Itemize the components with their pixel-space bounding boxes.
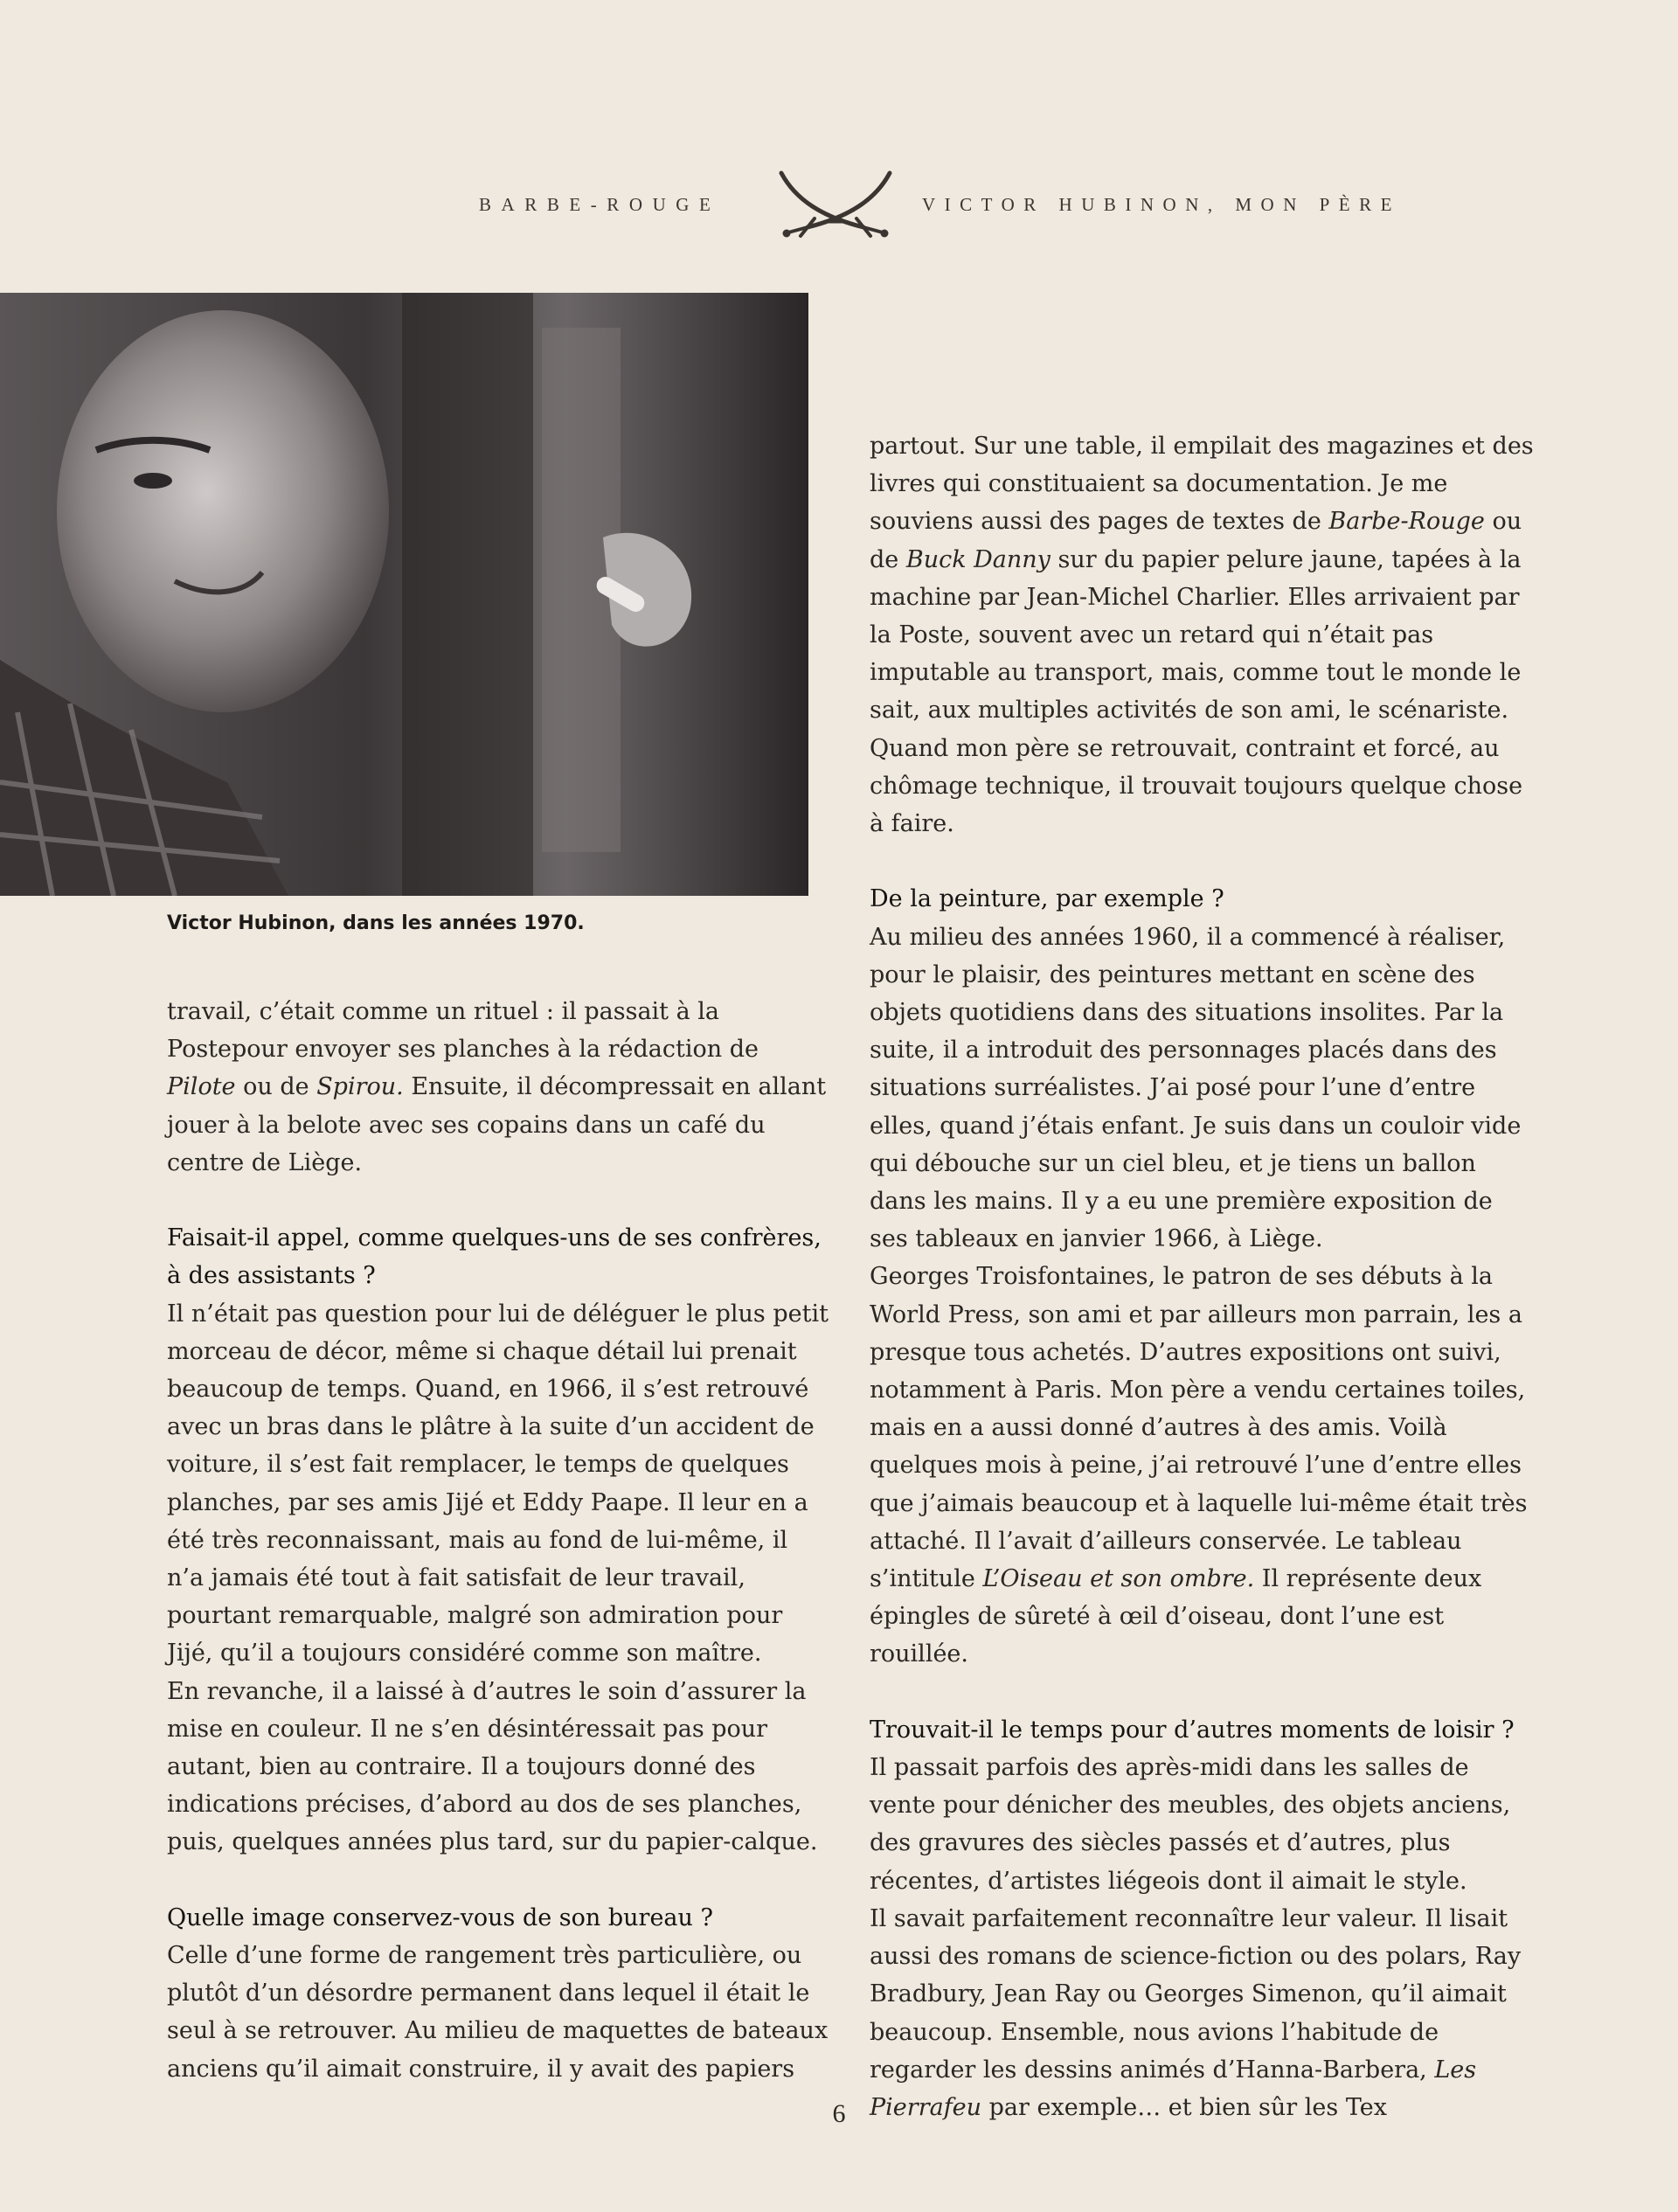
text-run: partout. Sur une table, il empilait des magazines et des livres qui constituaient sa documentation. Je me souviens aussi des pages de textes de — [870, 433, 1534, 536]
text-run: par exemple… et bien sûr les Tex — [981, 2093, 1387, 2121]
text-run: Il représente deux épingles de sûreté à œil d’oiseau, dont l’une est rouillée. — [870, 1565, 1482, 1668]
italic-title: Spirou. — [316, 1073, 404, 1101]
italic-title: Les Pierrafeu — [870, 2056, 1477, 2121]
text-run: Au milieu des années 1960, il a commencé à réaliser, pour le plaisir, des peintures mettant en scène des objets quotidiens dans des situations insolites. Par la suite, il a introduit des personnages placés dans des situations surréalistes. J’ai posé pour l’une d’entre elles, quand j’étais enfant. Je suis dans un couloir vide qui débouche sur un ciel bleu, et je tiens un ballon dans les mains. Il y a eu une première exposition de ses tableaux en janvier 1966, à Liège. — [870, 923, 1522, 1253]
text-run: ou de — [870, 508, 1522, 573]
text-run: Il passait parfois des après-midi dans les salles de vente pour dénicher des meubles, des objets anciens, des gravures des siècles passés et d’autres, plus récentes, d’artistes liégeois dont il aimait le style. — [870, 1754, 1511, 1895]
text-run: sur du papier pelure jaune, tapées à la machine par Jean-Michel Charlier. Elles arrivaient par la Poste, souvent avec un retard qui n’était pas imputable au transport, mais, comme tout le monde le sait, aux multiples activités de son ami, le scénariste. Quand mon père se retrouvait, contraint et forcé, au chômage technique, il trouvait toujours quelque chose à faire. — [870, 545, 1523, 838]
running-header-subtitle: VICTOR HUBINON, MON PÈRE — [922, 194, 1401, 215]
text-run: Georges Troisfontaines, le patron de ses débuts à la World Press, son ami et par ailleurs mon parrain, les a presque tous achetés. D’autres expositions ont suivi, notamment à Paris. Mon père a vendu certaines toiles, mais en a aussi donné d’autres à des amis. Voilà quelques mois à peine, j’ai retrouvé l’une d’entre elles que j’aimais beaucoup et à laquelle lui-même était très attaché. Il l’avait d’ailleurs conservée. Le tableau s’intitule — [870, 1263, 1528, 1593]
text-run: ou de — [235, 1073, 317, 1101]
interview-answer-paragraph — [167, 1295, 831, 1673]
text-run: Ensuite, il décompressait en allant jouer à la belote avec ses copains dans un café du centre de Liège. — [167, 1073, 827, 1176]
text-run: Celle d’une forme de rangement très particulière, ou plutôt d’un désordre permanent dans lequel il était le seul à se retrouver. Au milieu de maquettes de bateaux anciens qu’il aimait construire, il y avait des papiers — [167, 1942, 829, 2083]
interview-answer-paragraph — [870, 1900, 1534, 2126]
portrait-photo — [0, 293, 808, 896]
text-run: En revanche, il a laissé à d’autres le soin d’assurer la mise en couleur. Il ne s’en désintéressait pas pour autant, bien au contraire. Il a toujours donné des indications précises, d’abord au dos de ses planches, puis, quelques années plus tard, sur du papier-calque. — [167, 1677, 818, 1856]
page-number: 6 — [832, 2099, 846, 2128]
portrait-photo-illustration — [0, 293, 808, 896]
italic-title: Buck Danny — [905, 545, 1050, 573]
text-run: Il n’était pas question pour lui de déléguer le plus petit morceau de décor, même si chaque détail lui prenait beaucoup de temps. Quand, en 1966, il s’est retrouvé avec un bras dans le plâtre à la suite d’un accident de voiture, il s’est fait remplacer, le temps de quelques planches, par ses amis Jijé et Eddy Paape. Il leur en a été très reconnaissant, mais au fond de lui-même, il n’a jamais été tout à fait satisfait de leur travail, pourtant remarquable, malgré son admiration pour Jijé, qu’il a toujours considéré comme son maître. — [167, 1300, 829, 1668]
interview-answer-paragraph — [870, 427, 1534, 843]
text-run: Il savait parfaitement reconnaître leur valeur. Il lisait aussi des romans de science-fiction ou des polars, Ray Bradbury, Jean Ray ou Georges Simenon, qu’il aimait beaucoup. Ensemble, nous avions l’habitude de regarder les dessins animés d’Hanna-Barbera, — [870, 1904, 1522, 2084]
paragraph-gap — [870, 1674, 1534, 1711]
paragraph-gap — [870, 843, 1534, 880]
interview-answer-paragraph — [167, 1937, 831, 2088]
running-header-title: BARBE-ROUGE — [479, 194, 721, 215]
interview-answer-paragraph — [870, 1258, 1534, 1673]
interview-question: Quelle image conservez-vous de son bureau ? — [167, 1903, 713, 1931]
text-column-left — [167, 993, 831, 2088]
paragraph-gap — [167, 1182, 831, 1219]
text-run: pour envoyer ses planches à la rédaction de — [232, 1036, 759, 1064]
text-column-right — [870, 427, 1534, 2126]
interview-question: Trouvait-il le temps pour d’autres moments de loisir ? — [870, 1716, 1515, 1744]
interview-answer-paragraph — [870, 919, 1534, 1259]
italic-title: Barbe-Rouge — [1328, 508, 1485, 536]
interview-question: Faisait-il appel, comme quelques-uns de ses confrères, à des assistants ? — [167, 1224, 822, 1290]
italic-title: Pilote — [167, 1073, 236, 1101]
interview-question: De la peinture, par exemple ? — [870, 885, 1224, 913]
interview-answer-paragraph — [870, 1749, 1534, 1900]
crossed-swords-icon — [776, 164, 895, 243]
interview-answer-paragraph — [167, 993, 831, 1182]
interview-answer-paragraph — [167, 1673, 831, 1862]
italic-title: L’Oiseau et son ombre. — [982, 1565, 1255, 1593]
text-run: travail, c’était comme un rituel : il passait à la Poste — [167, 998, 720, 1064]
photo-caption: Victor Hubinon, dans les années 1970. — [167, 912, 585, 934]
paragraph-gap — [167, 1862, 831, 1899]
